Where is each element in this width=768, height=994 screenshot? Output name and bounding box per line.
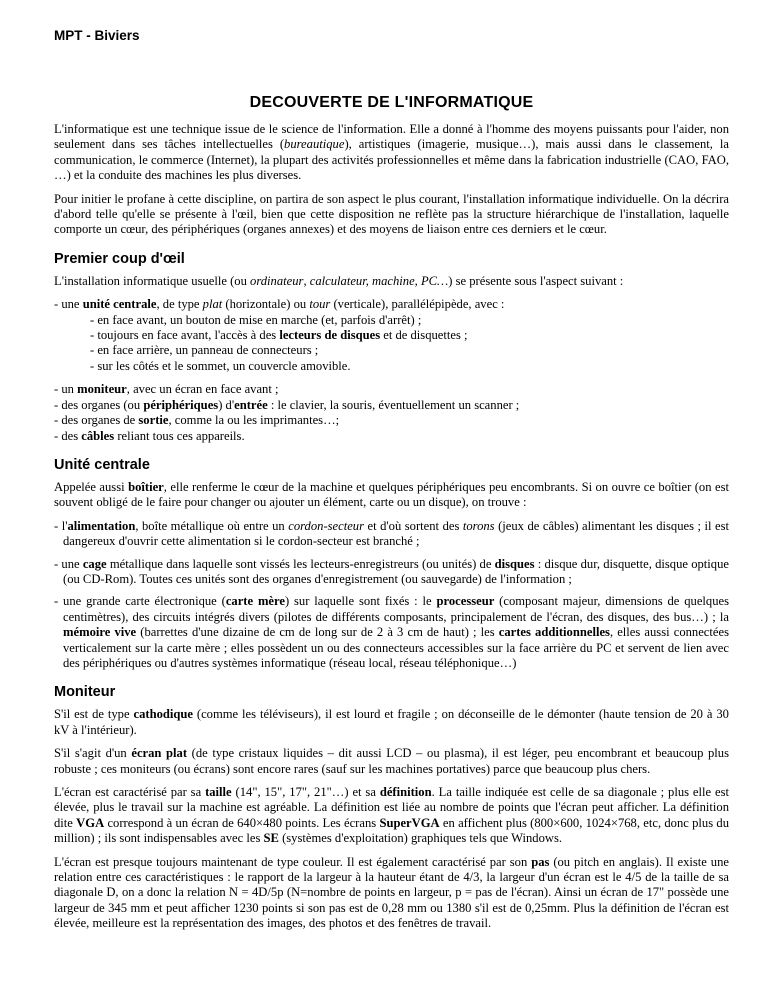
sub-list-item: - toujours en face avant, l'accès à des lecteurs de disques et de disquettes ; [90, 328, 468, 343]
list-item: - une unité centrale, de type plat (horizontale) ou tour (verticale), parallélépipède, avec : [54, 297, 505, 312]
intro-paragraph-2: Pour initier le profane à cette discipline, on partira de son aspect le plus courant, l'installation informatique individuelle. On la décrira d'abord telle qu'elle se présente à l'œil, bien que cette disposition ne reflète pas la structure hiérarchique de l'installation, laquelle comporte un cœur, des périphériques (organes annexes) et des moyens de liaison entre ces derniers et le cœur. [54, 191, 729, 237]
intro-paragraph-1: L'informatique est une technique issue de le science de l'information. Elle a donné à l'homme des moyens puissants pour l'aider, non seulement dans ses tâches intellectuelles (bureautique), artistiques (imagerie, musique…), mais aussi dans le classement, la communication, le commerce (Internet), la plupart des activités professionnelles et même dans la fabrication industrielle (CAO, FAO, …) et la conduite des machines les plus diverses. [54, 122, 729, 183]
s2-paragraph: Appelée aussi boîtier, elle renferme le cœur de la machine et quelques périphériques peu encombrants. Si on ouvre ce boîtier (on est souvent obligé de le faire pour changer ou ajouter un élément, carte ou un disque), on trouve : [54, 479, 729, 510]
page-header: MPT - Biviers [54, 28, 140, 43]
s3-paragraph-3: L'écran est caractérisé par sa taille (14", 15", 17", 21"…) et sa définition. La taille indiquée est celle de sa diagonale ; plus elle est élevée, plus le travail sur la machine est agréable. La définition est liée au nombre de points que l'écran peut afficher. La définition dite VGA correspond à un écran de 640×480 points. Les écrans SuperVGA en affichent plus (800×600, 1024×768, etc, donc plus du million) ; ils sont indispensables avec les SE (systèmes d'exploitation) graphiques tels que Windows. [54, 785, 729, 846]
peripherals-list [54, 382, 729, 444]
document-body [54, 122, 729, 940]
section-heading-unite-centrale: Unité centrale [54, 456, 150, 473]
list-item: - des organes de sortie, comme la ou les imprimantes…; [54, 413, 340, 428]
list-item: - des câbles reliant tous ces appareils. [54, 428, 245, 443]
s3-paragraph-4: L'écran est presque toujours maintenant de type couleur. Il est également caractérisé par son pas (ou pitch en anglais). Il existe une relation entre ces caractéristiques : le rapport de la largeur à la hauteur étant de 4/3, la largeur d'un écran est le 4/5 de la taille de sa diagonale D, on a donc la relation N = 4D/5p (N=nombre de points en largeur, p = pas de l'écran). Ainsi un écran de 17" possède une largeur de 345 mm et peut afficher 1230 points si son pas est de 0,28 mm ou 1380 s'il est de 0,25mm. Plus la définition de l'écran est élevée, meilleure est la représentation des images, des photos et des fenêtres de travail. [54, 854, 729, 931]
sub-list-item: - en face avant, un bouton de mise en marche (et, parfois d'arrêt) ; [90, 312, 422, 327]
sub-list-item: - en face arrière, un panneau de connecteurs ; [90, 343, 319, 358]
page-title: DECOUVERTE DE L'INFORMATIQUE [249, 94, 534, 111]
sub-list-item: - sur les côtés et le sommet, un couvercle amovible. [90, 358, 351, 373]
section-heading-moniteur: Moniteur [54, 684, 116, 701]
unite-centrale-list [54, 297, 729, 374]
list-item-carte-mere: - une grande carte électronique (carte mère) sur laquelle sont fixés : le processeur (composant majeur, dimensions de quelques centimètres), des circuits intégrés divers (pilotes de différents composants, principalement de l'écran, des disques, des bus…) ; la mémoire vive (barrettes d'une dizaine de cm de long sur de 2 à 3 cm de haut) ; les cartes additionnelles, elles aussi connectées verticalement sur la carte mère ; elles possèdent un ou des connecteurs accessibles sur la face arrière du PC et servent de lien avec des périphériques ou d'autres systèmes informatique (réseau local, réseau téléphonique…) [54, 594, 730, 670]
s3-paragraph-2: S'il s'agit d'un écran plat (de type cristaux liquides – dit aussi LCD – ou plasma), il est léger, peu encombrant et beaucoup plus robuste ; ces moniteurs (ou écrans) sont encore rares (sauf sur les machines portatives) parce que beaucoup plus chers. [54, 746, 729, 776]
s1-paragraph: L'installation informatique usuelle (ou ordinateur, calculateur, machine, PC…) se présente sous l'aspect suivant : [54, 273, 624, 288]
list-item-cage: - une cage métallique dans laquelle sont vissés les lecteurs-enregistreurs (ou unités) de disques : disque dur, disquette, disque optique (ou CD-Rom). Toutes ces unités sont des organes d'enregistrement (ou sauvegarde) de l'information ; [54, 556, 729, 586]
section-heading-premier-coup: Premier coup d'œil [54, 250, 185, 267]
list-item: - un moniteur, avec un écran en face avant ; [54, 382, 279, 397]
s3-paragraph-1: S'il est de type cathodique (comme les téléviseurs), il est lourd et fragile ; on déconseille de le démonter (haute tension de 20 à 30 kV à l'intérieur). [54, 707, 729, 737]
list-item-alimentation: - l'alimentation, boîte métallique où entre un cordon-secteur et d'où sortent des torons (jeux de câbles) alimentant les disques ; il est dangereux d'ouvrir cette alimentation si le cordon-secteur est branché ; [54, 518, 729, 549]
list-item: - des organes (ou périphériques) d'entrée : le clavier, la souris, éventuellement un scanner ; [54, 397, 520, 412]
